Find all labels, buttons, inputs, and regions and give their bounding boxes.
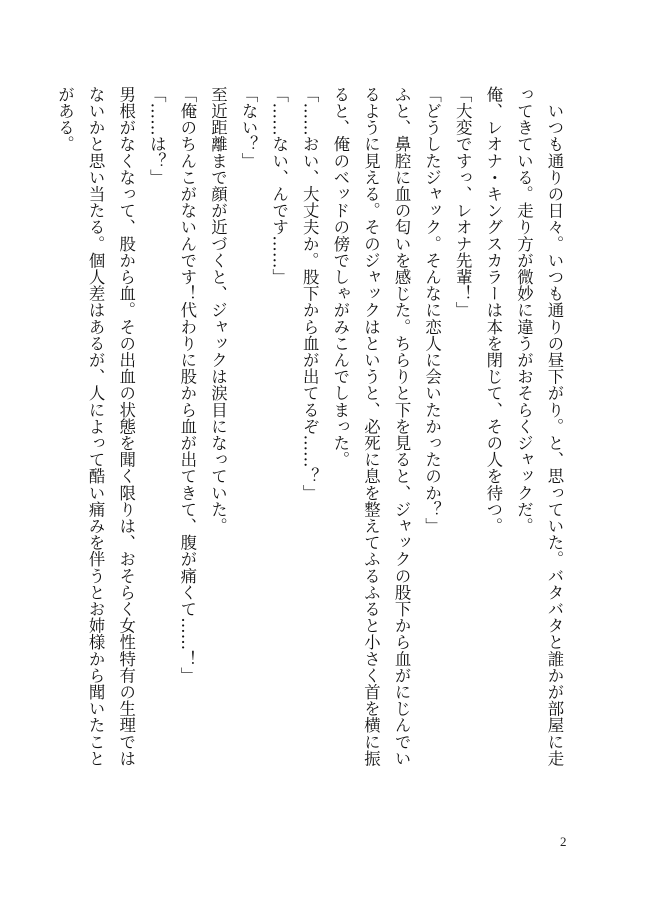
- text-line-9: 「……おい、大丈夫か。股下から血が出てるぞ……？」: [300, 86, 320, 501]
- text-line-11: 「ない？」: [239, 86, 259, 169]
- text-line-17: がある。: [55, 86, 75, 153]
- text-line-10: 「……ない、んです……」: [269, 86, 289, 286]
- text-line-5: 「どうしたジャック。そんなに恋人に会いたかったのか？」: [422, 86, 442, 535]
- text-line-8: ると、俺のベッドの傍でしゃがみこんでしまった。: [330, 86, 350, 468]
- text-line-13: 「俺のちんこがないんです！代わりに股から血が出てきて、腹が痛くて……！」: [177, 86, 197, 684]
- text-line-12: 至近距離まで顔が近づくと、ジャックは涙目になっていた。: [208, 86, 228, 535]
- text-line-6: ふと、鼻腔に血の匂いを感じた。ちらりと下を見ると、ジャックの股下から血がにじんでい: [392, 86, 412, 767]
- text-line-7: るように見える。そのジャックはというと、必死に息を整えてふるふると小さく首を横に振: [361, 86, 381, 767]
- text-line-15: 男根がなくなって、股から血。その出血の状態を聞く限りは、おそらく女性特有の生理では: [116, 86, 136, 767]
- text-line-14: 「……は？」: [147, 86, 167, 186]
- text-line-3: 俺、レオナ・キングスカラーは本を閉じて、その人を待つ。: [483, 86, 503, 535]
- text-line-4: 「大変ですっ、レオナ先輩！」: [453, 86, 473, 319]
- page-number: 2: [560, 834, 567, 849]
- vertical-text-body: [49, 86, 569, 846]
- text-line-16: ないかと思い当たる。個人差はあるが、人によって酷い痛みを伴うとお姉様から聞いたこと: [86, 86, 106, 767]
- text-line-2: ってきている。走り方が微妙に違うがおそらくジャックだ。: [514, 86, 534, 535]
- text-line-1: いつも通りの日々。いつも通りの昼下がり。と、思っていた。バタバタと誰かが部屋に走: [545, 86, 564, 767]
